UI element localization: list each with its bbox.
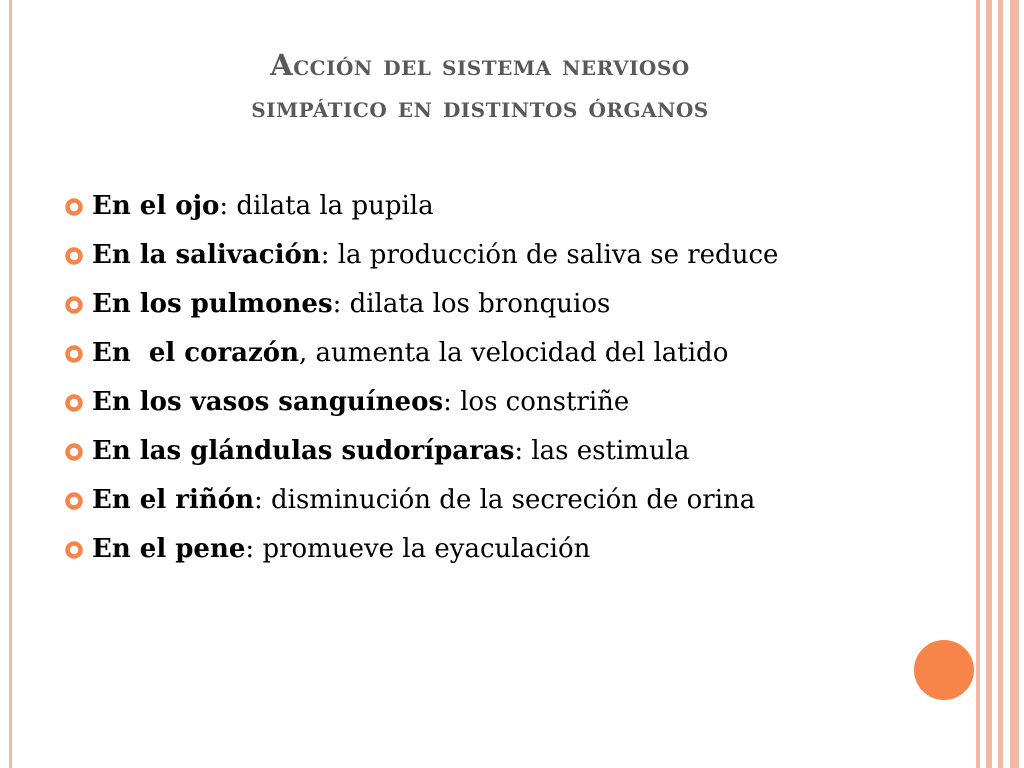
right-stripe-wide <box>986 0 992 768</box>
ring-bullet-icon <box>64 295 84 315</box>
ring-bullet-icon <box>64 442 84 462</box>
right-stripe-light <box>976 0 980 768</box>
bullet-description: : las estimula <box>514 436 690 466</box>
left-decorative-line <box>9 0 12 768</box>
list-item <box>62 480 902 520</box>
bullet-text <box>92 485 755 515</box>
bullet-description: : dilata los bronquios <box>332 289 611 319</box>
ring-bullet-icon <box>64 344 84 364</box>
ring-bullet-icon <box>64 246 84 266</box>
slide-title <box>60 44 900 128</box>
bullet-term: En los pulmones <box>92 289 333 319</box>
list-item <box>62 333 902 373</box>
list-item <box>62 382 902 422</box>
bullet-term: En las glándulas sudoríparas <box>92 436 515 466</box>
bullet-description: : disminución de la secreción de orina <box>253 485 756 515</box>
ring-bullet-icon <box>64 197 84 217</box>
bullet-term: En el corazón <box>92 338 300 368</box>
bullet-list <box>62 186 902 578</box>
bullet-description: , aumenta la velocidad del latido <box>299 338 729 368</box>
bullet-term: En el riñón <box>92 485 254 515</box>
list-item <box>62 431 902 471</box>
bullet-term: En los vasos sanguíneos <box>92 387 444 417</box>
bullet-text <box>92 289 610 319</box>
ring-bullet-icon <box>64 540 84 560</box>
title-line-1: Acción del sistema nervioso <box>270 48 690 82</box>
list-item <box>62 186 902 226</box>
bullet-description: : promueve la eyaculación <box>245 534 591 564</box>
bullet-text <box>92 338 728 368</box>
title-line-2: simpático en distintos órganos <box>251 90 709 124</box>
bullet-text <box>92 240 778 270</box>
orange-circle-decoration <box>914 640 974 700</box>
bullet-term: En el pene <box>92 534 246 564</box>
bullet-text <box>92 387 629 417</box>
bullet-term: En la salivación <box>92 240 321 270</box>
bullet-text <box>92 191 434 221</box>
bullet-description: : la producción de saliva se reduce <box>320 240 779 270</box>
right-stripe-mid <box>998 0 1003 768</box>
bullet-text <box>92 534 590 564</box>
right-stripe-edge <box>1010 0 1019 768</box>
bullet-text <box>92 436 690 466</box>
bullet-description: : los constriñe <box>443 387 630 417</box>
list-item <box>62 284 902 324</box>
ring-bullet-icon <box>64 393 84 413</box>
list-item <box>62 529 902 569</box>
bullet-term: En el ojo <box>92 191 220 221</box>
list-item <box>62 235 902 275</box>
bullet-description: : dilata la pupila <box>219 191 434 221</box>
ring-bullet-icon <box>64 491 84 511</box>
